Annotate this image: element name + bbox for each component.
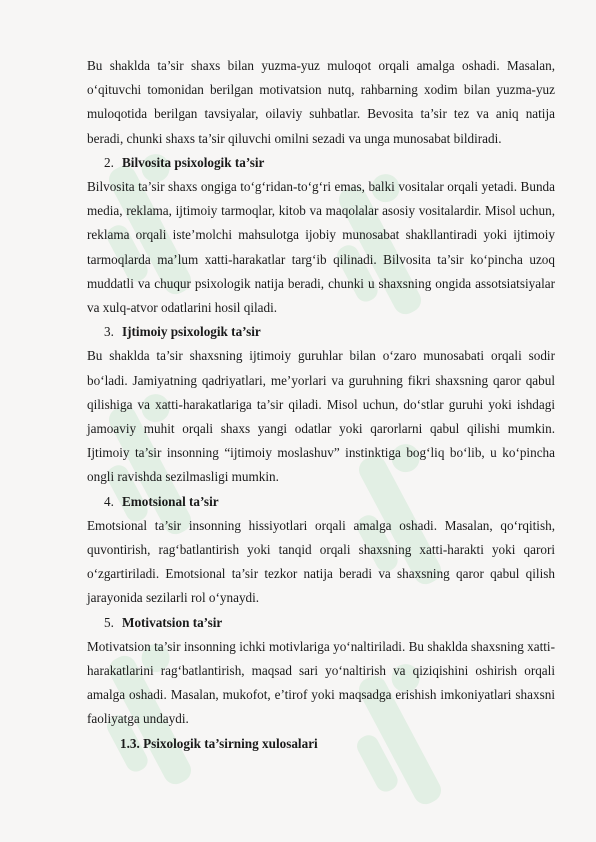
paragraph-social-influence: Bu shaklda ta’sir shaxsning ijtimoiy guruhlar bilan o‘zaro munosabati orqali sodir bo‘ladi. Jamiyatning qadriyatlari, me’yorlari va guruhning fikri shaxsning qaror qabul qilishiga va xatti-harakatlariga ta’sir qiladi. Misol uchun, do‘stlar guruhi yoki ishdagi jamoaviy muhit orqali shaxs yangi odatlar yoki qarorlarni qabul qilishi mumkin. Ijtimoiy ta’sir insonning “ijtimoiy moslashuv” instinktiga bog‘liq bo‘lib, u ko‘pincha ongli ravishda sezilmasligi mumkin. bbox=[87, 348, 555, 485]
paragraph-motivational-influence: Motivatsion ta’sir insonning ichki motivlariga yo‘naltiriladi. Bu shaklda shaxsning xatti-harakatlarini rag‘batlantirish, maqsad sari yo‘naltirish va qiziqishini oshirish orqali amalga oshadi. Masalan, mukofot, e’tirof yoki maqsadga erishish imkoniyatlari shaxsni faoliyatga undaydi. bbox=[87, 638, 555, 727]
paragraph-direct-influence: Bu shaklda ta’sir shaxs bilan yuzma-yuz muloqot orqali amalga oshadi. Masalan, o‘qituvchi tomonidan berilgan motivatsion nutq, rahbarning xodim bilan yuzma-yuz muloqotida berilgan tavsiyalar, oilaviy suhbatlar. Bevosita ta’sir tez va aniq natija beradi, chunki shaxs ta’sir qiluvchi omilni sezadi va unga munosabat bildiradi. bbox=[87, 58, 555, 146]
heading-text: Emotsional ta’sir bbox=[122, 493, 219, 509]
heading-motivational-influence bbox=[87, 611, 555, 635]
heading-text: Ijtimoiy psixologik ta’sir bbox=[122, 324, 261, 340]
paragraph-indirect-influence: Bilvosita ta’sir shaxs ongiga to‘g‘ridan-to‘g‘ri emas, balki vositalar orqali yetadi. Bunda media, reklama, ijtimoiy tarmoqlar, kitob va maqolalar asosiy vositalardir. Misol uchun, reklama orqali iste’molchi mahsulotga ijobiy munosabat shakllantiradi yoki ijtimoiy tarmoqlarda ma’lum xatti-harakatlar targ‘ib qilinadi. Bilvosita ta’sir ko‘pincha uzoq muddatli va chuqur psixologik natija beradi, chunki u shaxsning ongida assotsiatsiyalar va xulq-atvor odatlarini hosil qiladi. bbox=[87, 179, 555, 316]
heading-number: 2. bbox=[104, 154, 114, 170]
paragraph-emotional-influence: Emotsional ta’sir insonning hissiyotlari orqali amalga oshadi. Masalan, qo‘rqitish, quvontirish, rag‘batlantirish yoki tanqid orqali shaxsning xatti-harakti yoki qarori o‘zgartiriladi. Emotsional ta’sir tezkor natija beradi va shaxsning qaror qabul qilish jarayonida sezilarli rol o‘ynaydi. bbox=[87, 517, 555, 606]
heading-emotional-influence bbox=[87, 490, 555, 514]
heading-indirect-influence bbox=[87, 151, 555, 175]
section-heading-conclusions: 1.3. Psixologik ta’sirning xulosalari bbox=[120, 735, 318, 751]
document-page bbox=[87, 54, 555, 756]
heading-number: 4. bbox=[104, 493, 114, 509]
heading-text: Motivatsion ta’sir bbox=[122, 614, 223, 630]
heading-social-influence bbox=[87, 320, 555, 344]
heading-number: 5. bbox=[104, 614, 114, 630]
heading-text: Bilvosita psixologik ta’sir bbox=[122, 154, 265, 170]
heading-number: 3. bbox=[104, 324, 114, 340]
